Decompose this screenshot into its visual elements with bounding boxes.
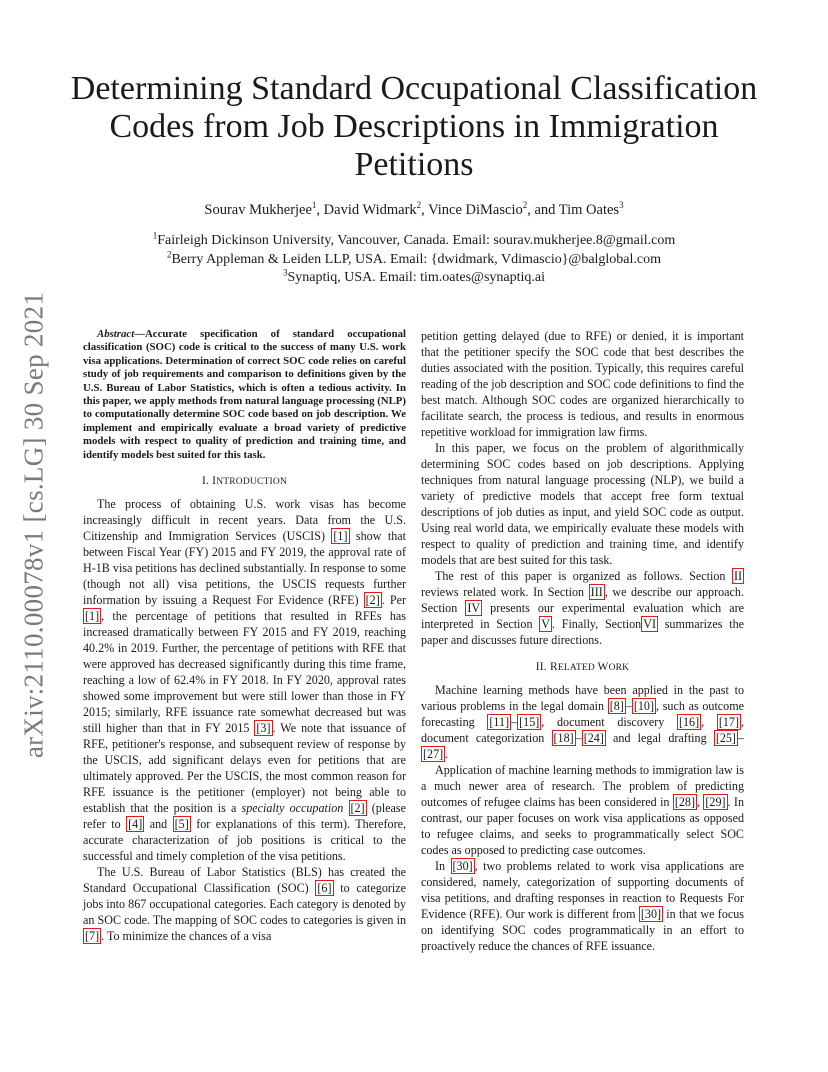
citation-link[interactable]: [30] [452,859,473,873]
citation-link[interactable]: [29] [705,795,726,809]
related-paragraph-1: Machine learning methods have been applied in the past to various problems in the legal domain [8] – [10] , such as outcome forecasting [11] – [15] , document discovery [16] , [17] , document categorization [18] – [24] and legal drafting [25] –[27] . [421,683,745,761]
affiliations [60,232,768,288]
section-heading-related-work: II. RELATED WORK [535,661,630,673]
section-link[interactable]: IV [467,601,481,615]
affiliation-1: $^1$Fairleigh Dickinson University, Vancouver, Canada. Email: sourav.mukherjee.8@gmail.com [152,230,676,248]
intro-paragraph-2: The U.S. Bureau of Labor Statistics (BLS) has created the Standard Occupational Classification (SOC) [6] to categorize jobs into 867 occupational categories. Each category is denoted by an SOC code. The mapping of SOC codes to categories is given in [7] . To minimize the chances of a visa [83,865,407,944]
section-heading-introduction: I. INTRODUCTION [201,475,288,488]
section-link[interactable]: III [590,585,603,599]
section-link[interactable]: II [733,569,742,583]
citation-link[interactable]: [10] [633,699,655,713]
citation-link[interactable]: [17] [718,715,739,729]
citation-link[interactable]: [7] [85,929,100,944]
citation-link[interactable]: [8] [609,699,624,713]
citation-link[interactable]: [2] [365,593,380,608]
citation-link[interactable]: [1] [85,609,100,624]
affiliation-3: $^3$Synaptiq, USA. Email: tim.oates@synaptiq.ai [283,267,545,285]
citation-link[interactable]: [27] [423,747,444,761]
citation-link[interactable]: [30] [640,907,662,921]
citation-link[interactable]: [1] [333,529,348,544]
intro-paragraph-1: The process of obtaining U.S. work visas has become increasingly difficult in recent years. Data from the U.S. Citizenship and Immigration Services (USCIS) [1] show that between Fiscal Year (FY) 2015 and FY 2019, the approval rate of H-1B visa petitions has declined substantially. In response to some (though not all) visa petitions, the USCIS requests further information by issuing a Request For Evidence (RFE) [2] . Per [1] , the percentage of petitions that resulted in RFEs has increased dramatically between FY 2015 and FY 2019, reaching 40.2% in 2019. Further, the percentage of petitions with RFE that were approved has decreased significantly during this time frame, reaching a low of 62.4% in FY 2018. In FY 2020, approval rates showed some improvement but were still lower than those in FY 2015; similarly, RFE issuance rate somewhat decreased but was still higher than that in FY 2015 [3] . We note that issuance of RFE, petitioner's response, and subsequent review of response by the USCIS, add significant delays even for petitions that are ultimately approved. Per the USCIS, the most common reason for RFE issuance is the petitioner (employer) not being able to establish that the position is a specialty occupation [2] (please refer to [4] and [5] for explanations of this term). Therefore, accurate characterization of job positions is critical to the successful and timely completion of the visa petitions. [83,497,407,864]
citation-link[interactable]: [6] [317,881,332,896]
intro-paragraph-3: petition getting delayed (due to RFE) or denied, it is important that the petitioner specify the SOC code that best describes the duties associated with the position. Typically, this requires careful reading of the job description and SOC code definitions to find the best match. Although SOC codes are organized hierarchically to facilitate search, the process is tedious, and results in enormous repetitive workload for immigration law firms. [421,329,744,439]
intro-paragraph-5: The rest of this paper is organized as follows. Section II reviews related work. In Section III , we describe our approach. Section IV presents our experimental evaluation which are interpreted in Section V . Finally, Section VI summarizes the paper and discusses future directions. [421,569,744,647]
citation-link[interactable]: [2] [350,801,365,816]
affiliation-2: $^2$Berry Appleman & Leiden LLP, USA. Email: {dwidmark, Vdimascio}@balglobal.com [166,248,662,267]
citation-link[interactable]: [15] [519,715,540,729]
related-paragraph-3: In [30] , two problems related to work visa applications are considered, namely, categorization of supporting documents of visa petitions, and drafting responses in reaction to Requests For Evidence (RFE). Our work is different from [30] in that we focus on identifying SOC codes programmatically in an effort to proactively reduce the chances of RFE issuance. [421,859,744,953]
citation-link[interactable]: [4] [128,817,143,832]
citation-link[interactable]: [3] [256,721,271,736]
citation-link[interactable]: [16] [678,715,700,729]
section-link[interactable]: V [541,617,550,631]
arxiv-stamp: arXiv:2110.00078v1 [cs.LG] 30 Sep 2021 [18,291,49,759]
citation-link[interactable]: [18] [553,731,574,745]
left-column [83,328,406,944]
paper-title: Determining Standard Occupational Classification Codes from Job Descriptions in Immigration Petitions [70,70,758,183]
citation-link[interactable]: [5] [174,817,189,832]
abstract: Abstract—Accurate specification of standard occupational classification (SOC) code is critical to the success of many U.S. work visa applications. Determination of correct SOC code relies on careful study of job requirements and comparison to definitions given by the U.S. Bureau of Labor Statistics, which is often a tedious activity. In this paper, we apply methods from natural language processing (NLP) to computationally determine SOC code based on job description. We implement and empirically evaluate a broad variety of predictive models with respect to quality of prediction and training time, and identify models best suited for this task. [83,328,406,461]
author-list: Sourav Mukherjee$^1$, David Widmark$^2$, Vince DiMascio$^2$, and Tim Oates$^3$ [204,200,624,218]
related-paragraph-2: Application of machine learning methods to immigration law is a much newer area of research. The problem of predicting outcomes of refugee claims has been considered in [28] , [29] . In contrast, our paper focuses on work visa applications as opposed to refugee claims, and seeks to programmatically select SOC codes as opposed to predicting case outcomes. [421,763,745,857]
citation-link[interactable]: [25] [715,731,736,745]
right-column [421,328,744,954]
section-link[interactable]: VI [643,617,656,631]
intro-paragraph-4: In this paper, we focus on the problem of algorithmically determining SOC codes based on job descriptions. Applying techniques from natural language processing (NLP), we build a variety of predictive models that accept free form textual descriptions of job duties as input, and yield SOC code as output. Using real world data, we empirically evaluate these models with respect to quality of prediction and training time, and identify models that are best suited for this task. [421,441,744,567]
citation-link[interactable]: [11] [489,715,510,729]
citation-link[interactable]: [28] [674,795,695,809]
citation-link[interactable]: [24] [583,731,604,745]
